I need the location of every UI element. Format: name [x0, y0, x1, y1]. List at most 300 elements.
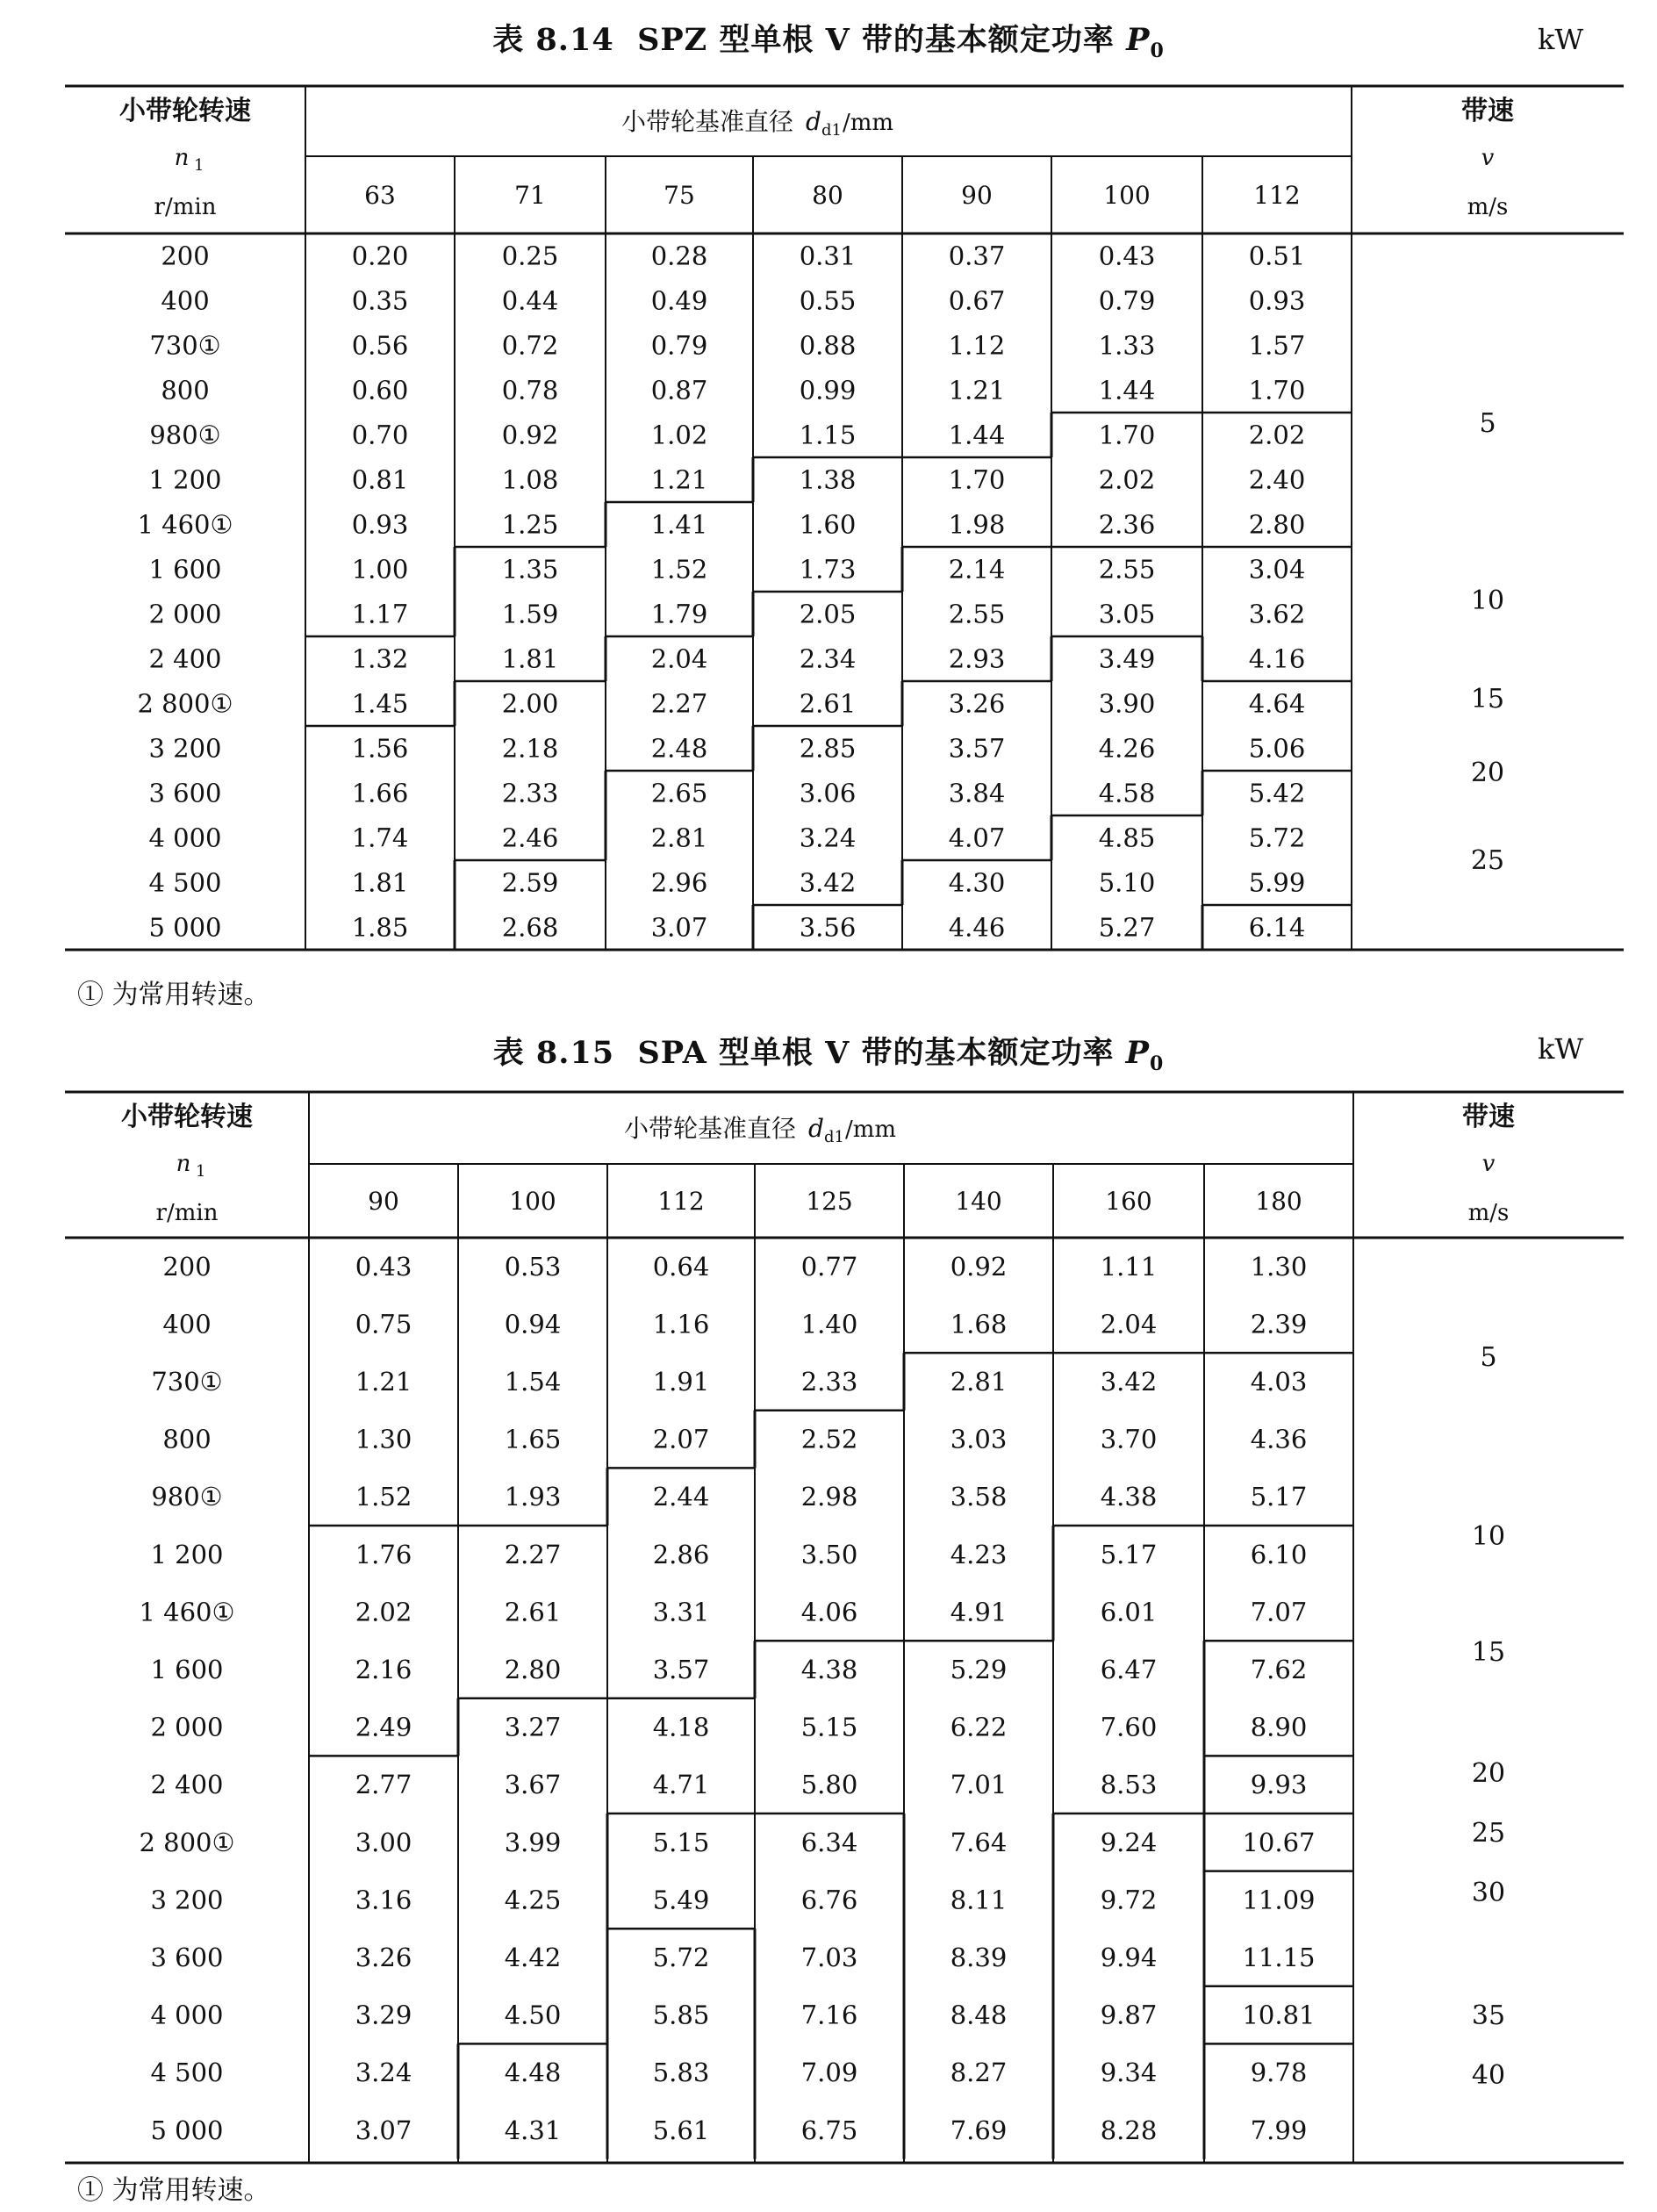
- power-value-cell: 1.25: [501, 509, 559, 540]
- power-value-cell: 5.61: [652, 2115, 710, 2145]
- power-value-cell: 1.40: [800, 1309, 858, 1339]
- power-value-cell: 2.61: [799, 688, 857, 719]
- power-value-cell: 9.87: [1100, 2000, 1158, 2030]
- power-value-cell: 5.06: [1248, 733, 1306, 764]
- power-value-cell: 2.46: [501, 822, 559, 853]
- power-value-cell: 2.80: [504, 1655, 562, 1684]
- power-value-cell: 2.52: [800, 1424, 858, 1454]
- table-number: 表 8.15: [492, 1035, 615, 1071]
- power-value-cell: 2.27: [650, 688, 708, 719]
- power-value-cell: 2.48: [650, 733, 708, 764]
- power-value-cell: 1.98: [948, 509, 1006, 540]
- speed-value: 2 800①: [139, 1827, 235, 1857]
- power-value-cell: 2.33: [501, 778, 559, 808]
- power-value-cell: 1.68: [950, 1309, 1008, 1339]
- power-value-cell: 7.09: [800, 2058, 858, 2088]
- power-value-cell: 1.70: [948, 464, 1006, 495]
- speed-value: 1 600: [150, 1655, 224, 1684]
- power-value-cell: 10.67: [1242, 1827, 1316, 1857]
- power-value-cell: 2.81: [950, 1367, 1008, 1397]
- power-value-cell: 7.99: [1250, 2115, 1308, 2145]
- velocity-symbol: v: [1481, 1151, 1496, 1177]
- power-value-cell: 4.31: [504, 2115, 562, 2145]
- power-value-cell: 8.27: [950, 2058, 1008, 2088]
- speed-value: 1 200: [150, 1539, 224, 1569]
- footnote: ① 为常用转速。: [77, 2175, 270, 2206]
- table-number: 表 8.14: [492, 22, 614, 58]
- power-value-cell: 1.70: [1098, 420, 1156, 450]
- power-value-cell: 3.16: [355, 1885, 412, 1915]
- power-subscript: 0: [1150, 40, 1165, 62]
- power-value-cell: 4.23: [950, 1539, 1008, 1569]
- power-value-cell: 1.33: [1098, 330, 1156, 361]
- power-value-cell: 6.22: [950, 1712, 1008, 1742]
- power-value-cell: 4.91: [950, 1597, 1008, 1627]
- diameter-value: 90: [368, 1187, 399, 1216]
- power-value-cell: 3.62: [1248, 599, 1306, 629]
- power-value-cell: 5.15: [652, 1827, 710, 1857]
- power-value-cell: 1.59: [501, 599, 559, 629]
- speed-value: 3 200: [148, 733, 222, 764]
- power-value-cell: 1.17: [351, 599, 409, 629]
- power-value-cell: 0.51: [1248, 241, 1306, 271]
- power-value-cell: 5.83: [652, 2058, 710, 2088]
- power-value-cell: 5.17: [1250, 1482, 1308, 1512]
- diameter-unit: /mm: [845, 1117, 897, 1143]
- power-table: [0, 1053, 1657, 2194]
- velocity-step-label: 25: [1470, 845, 1505, 876]
- velocity-step-label: 35: [1471, 2000, 1506, 2031]
- power-value-cell: 2.02: [1098, 464, 1156, 495]
- power-value-cell: 7.03: [800, 1943, 858, 1972]
- unit-label: kW: [1538, 1032, 1584, 1066]
- power-value-cell: 0.53: [504, 1251, 562, 1282]
- power-value-cell: 0.49: [650, 285, 708, 316]
- power-value-cell: 4.58: [1098, 778, 1156, 808]
- power-value-cell: 3.04: [1248, 554, 1306, 585]
- power-value-cell: 3.24: [799, 822, 857, 853]
- velocity-symbol: v: [1481, 145, 1495, 171]
- diameter-unit: /mm: [843, 110, 894, 136]
- power-value-cell: 7.69: [950, 2115, 1008, 2145]
- unit-label: kW: [1538, 23, 1584, 56]
- power-value-cell: 2.80: [1248, 509, 1306, 540]
- power-value-cell: 2.44: [652, 1482, 710, 1512]
- power-value-cell: 1.11: [1100, 1251, 1158, 1282]
- diameter-value: 71: [514, 181, 546, 210]
- power-value-cell: 9.94: [1100, 1943, 1158, 1972]
- speed-value: 200: [162, 1251, 212, 1282]
- diameter-subscript: d1: [824, 1128, 844, 1146]
- velocity-header-label: 带速: [1461, 96, 1514, 126]
- power-value-cell: 1.54: [504, 1367, 562, 1397]
- power-value-cell: 3.58: [950, 1482, 1008, 1512]
- power-value-cell: 2.65: [650, 778, 708, 808]
- velocity-header-label: 带速: [1462, 1102, 1515, 1132]
- power-value-cell: 0.88: [799, 330, 857, 361]
- velocity-step-label: 5: [1480, 1342, 1497, 1373]
- power-value-cell: 2.81: [650, 822, 708, 853]
- power-value-cell: 1.60: [799, 509, 857, 540]
- power-value-cell: 1.74: [351, 822, 409, 853]
- power-value-cell: 3.84: [948, 778, 1006, 808]
- velocity-step-label: 20: [1471, 1758, 1506, 1789]
- power-value-cell: 2.18: [501, 733, 559, 764]
- diameter-value: 125: [806, 1187, 853, 1216]
- velocity-step-label: 15: [1471, 1637, 1506, 1668]
- power-value-cell: 2.00: [501, 688, 559, 719]
- power-value-cell: 2.14: [948, 554, 1006, 585]
- speed-value: 2 400: [148, 643, 222, 674]
- power-value-cell: 2.34: [799, 643, 857, 674]
- power-value-cell: 3.57: [652, 1655, 710, 1684]
- speed-value: 1 200: [148, 464, 222, 495]
- power-value-cell: 5.29: [950, 1655, 1008, 1684]
- power-value-cell: 6.14: [1248, 912, 1306, 943]
- velocity-step-label: 20: [1470, 758, 1505, 788]
- diameter-value: 90: [961, 181, 993, 210]
- power-value-cell: 4.07: [948, 822, 1006, 853]
- speed-value: 3 200: [150, 1885, 224, 1915]
- power-value-cell: 1.56: [351, 733, 409, 764]
- power-value-cell: 2.39: [1250, 1309, 1308, 1339]
- power-value-cell: 5.72: [652, 1943, 710, 1972]
- power-value-cell: 7.01: [950, 1770, 1008, 1800]
- power-value-cell: 5.27: [1098, 912, 1156, 943]
- power-value-cell: 5.72: [1248, 822, 1306, 853]
- power-value-cell: 6.47: [1100, 1655, 1158, 1684]
- power-value-cell: 0.37: [948, 241, 1006, 271]
- power-value-cell: 9.93: [1250, 1770, 1308, 1800]
- power-value-cell: 0.70: [351, 420, 409, 450]
- power-value-cell: 4.64: [1248, 688, 1306, 719]
- power-value-cell: 1.30: [355, 1424, 412, 1454]
- speed-value: 1 460①: [137, 509, 233, 540]
- power-value-cell: 2.05: [799, 599, 857, 629]
- power-value-cell: 5.49: [652, 1885, 710, 1915]
- speed-subscript: 1: [196, 1162, 206, 1181]
- power-value-cell: 0.31: [799, 241, 857, 271]
- power-value-cell: 4.06: [800, 1597, 858, 1627]
- power-value-cell: 4.36: [1250, 1424, 1308, 1454]
- power-value-cell: 3.24: [355, 2058, 412, 2088]
- power-value-cell: 0.60: [351, 375, 409, 406]
- power-value-cell: 3.07: [650, 912, 708, 943]
- power-value-cell: 3.90: [1098, 688, 1156, 719]
- power-value-cell: 2.40: [1248, 464, 1306, 495]
- power-value-cell: 3.29: [355, 2000, 412, 2030]
- power-value-cell: 2.93: [948, 643, 1006, 674]
- power-value-cell: 5.10: [1098, 867, 1156, 898]
- power-value-cell: 4.18: [652, 1712, 710, 1742]
- power-value-cell: 1.02: [650, 420, 708, 450]
- power-value-cell: 0.64: [652, 1251, 710, 1282]
- power-value-cell: 7.60: [1100, 1712, 1158, 1742]
- power-value-cell: 8.48: [950, 2000, 1008, 2030]
- power-symbol: P: [1125, 1035, 1150, 1071]
- power-value-cell: 1.12: [948, 330, 1006, 361]
- speed-value: 3 600: [150, 1943, 224, 1972]
- power-value-cell: 6.76: [800, 1885, 858, 1915]
- power-value-cell: 1.16: [652, 1309, 710, 1339]
- power-value-cell: 0.25: [501, 241, 559, 271]
- power-value-cell: 0.93: [1248, 285, 1306, 316]
- power-value-cell: 4.03: [1250, 1367, 1308, 1397]
- power-value-cell: 1.32: [351, 643, 409, 674]
- velocity-step-label: 10: [1470, 585, 1505, 616]
- speed-value: 2 000: [150, 1712, 224, 1742]
- power-value-cell: 2.07: [652, 1424, 710, 1454]
- table-caption: SPA 型单根 V 带的基本额定功率: [637, 1035, 1115, 1071]
- power-value-cell: 0.43: [355, 1251, 412, 1282]
- power-value-cell: 6.75: [800, 2115, 858, 2145]
- speed-value: 800: [161, 375, 210, 406]
- power-value-cell: 1.30: [1250, 1251, 1308, 1282]
- speed-symbol: n: [176, 1151, 191, 1177]
- diameter-subscript: d1: [821, 121, 842, 140]
- power-value-cell: 2.04: [1100, 1309, 1158, 1339]
- power-value-cell: 2.04: [650, 643, 708, 674]
- power-value-cell: 2.68: [501, 912, 559, 943]
- power-value-cell: 7.07: [1250, 1597, 1308, 1627]
- power-value-cell: 1.45: [351, 688, 409, 719]
- power-value-cell: 3.05: [1098, 599, 1156, 629]
- power-subscript: 0: [1149, 1052, 1165, 1075]
- power-value-cell: 1.41: [650, 509, 708, 540]
- power-value-cell: 2.98: [800, 1482, 858, 1512]
- power-value-cell: 3.06: [799, 778, 857, 808]
- power-value-cell: 5.17: [1100, 1539, 1158, 1569]
- diameter-value: 75: [664, 181, 695, 210]
- footnote: ① 为常用转速。: [77, 980, 270, 1010]
- power-value-cell: 2.16: [355, 1655, 412, 1684]
- power-value-cell: 4.48: [504, 2058, 562, 2088]
- power-symbol: P: [1126, 22, 1151, 58]
- power-value-cell: 1.15: [799, 420, 857, 450]
- power-value-cell: 8.53: [1100, 1770, 1158, 1800]
- power-value-cell: 1.44: [1098, 375, 1156, 406]
- speed-header-label: 小带轮转速: [119, 96, 251, 126]
- power-value-cell: 1.21: [355, 1367, 412, 1397]
- speed-value: 4 000: [150, 2000, 224, 2030]
- power-value-cell: 0.72: [501, 330, 559, 361]
- power-value-cell: 0.93: [351, 509, 409, 540]
- power-value-cell: 3.03: [950, 1424, 1008, 1454]
- power-value-cell: 5.42: [1248, 778, 1306, 808]
- power-value-cell: 0.67: [948, 285, 1006, 316]
- power-value-cell: 7.62: [1250, 1655, 1308, 1684]
- velocity-step-label: 15: [1470, 684, 1505, 715]
- power-value-cell: 1.21: [948, 375, 1006, 406]
- speed-value: 4 500: [150, 2058, 224, 2088]
- power-value-cell: 0.79: [1098, 285, 1156, 316]
- power-value-cell: 4.16: [1248, 643, 1306, 674]
- power-value-cell: 3.00: [355, 1827, 412, 1857]
- power-value-cell: 2.55: [948, 599, 1006, 629]
- speed-value: 1 460①: [139, 1597, 235, 1627]
- velocity-step-label: 40: [1471, 2060, 1506, 2091]
- power-value-cell: 3.56: [799, 912, 857, 943]
- speed-value: 4 500: [148, 867, 222, 898]
- power-value-cell: 3.27: [504, 1712, 562, 1742]
- power-value-cell: 4.42: [504, 1943, 562, 1972]
- velocity-step-label: 10: [1471, 1521, 1506, 1552]
- power-value-cell: 8.39: [950, 1943, 1008, 1972]
- power-value-cell: 4.30: [948, 867, 1006, 898]
- power-value-cell: 4.71: [652, 1770, 710, 1800]
- speed-value: 1 600: [148, 554, 222, 585]
- power-value-cell: 3.50: [800, 1539, 858, 1569]
- speed-value: 5 000: [150, 2115, 224, 2145]
- power-value-cell: 2.02: [1248, 420, 1306, 450]
- power-value-cell: 0.92: [950, 1251, 1008, 1282]
- diameter-value: 63: [364, 181, 396, 210]
- diameter-value: 112: [657, 1187, 705, 1216]
- power-value-cell: 0.81: [351, 464, 409, 495]
- diameter-value: 100: [509, 1187, 556, 1216]
- power-value-cell: 11.09: [1242, 1885, 1316, 1915]
- power-value-cell: 1.85: [351, 912, 409, 943]
- power-value-cell: 2.59: [501, 867, 559, 898]
- power-value-cell: 0.92: [501, 420, 559, 450]
- power-value-cell: 2.55: [1098, 554, 1156, 585]
- power-value-cell: 4.25: [504, 1885, 562, 1915]
- diameter-value: 80: [812, 181, 843, 210]
- speed-subscript: 1: [194, 156, 204, 175]
- power-value-cell: 1.65: [504, 1424, 562, 1454]
- power-value-cell: 0.44: [501, 285, 559, 316]
- power-value-cell: 3.57: [948, 733, 1006, 764]
- power-value-cell: 4.85: [1098, 822, 1156, 853]
- power-value-cell: 3.26: [355, 1943, 412, 1972]
- velocity-step-label: 25: [1471, 1818, 1506, 1849]
- speed-symbol: n: [174, 145, 190, 171]
- power-value-cell: 3.49: [1098, 643, 1156, 674]
- power-value-cell: 7.16: [800, 2000, 858, 2030]
- speed-unit: r/min: [155, 1200, 219, 1226]
- speed-value: 730①: [151, 1367, 223, 1397]
- power-value-cell: 1.52: [355, 1482, 412, 1512]
- power-value-cell: 4.38: [800, 1655, 858, 1684]
- power-value-cell: 2.02: [355, 1597, 412, 1627]
- power-value-cell: 8.11: [950, 1885, 1008, 1915]
- power-value-cell: 0.35: [351, 285, 409, 316]
- power-value-cell: 1.76: [355, 1539, 412, 1569]
- power-value-cell: 10.81: [1242, 2000, 1316, 2030]
- power-value-cell: 9.24: [1100, 1827, 1158, 1857]
- diameter-value: 112: [1253, 181, 1301, 210]
- speed-value: 730①: [149, 330, 221, 361]
- power-value-cell: 1.79: [650, 599, 708, 629]
- power-value-cell: 0.87: [650, 375, 708, 406]
- power-value-cell: 2.49: [355, 1712, 412, 1742]
- diameter-header-label: 小带轮基准直径: [620, 107, 793, 136]
- power-value-cell: 1.73: [799, 554, 857, 585]
- power-value-cell: 1.52: [650, 554, 708, 585]
- power-value-cell: 4.50: [504, 2000, 562, 2030]
- power-value-cell: 0.43: [1098, 241, 1156, 271]
- diameter-symbol: d: [806, 107, 821, 136]
- speed-value: 400: [162, 1309, 212, 1339]
- power-value-cell: 5.99: [1248, 867, 1306, 898]
- power-value-cell: 3.42: [799, 867, 857, 898]
- power-value-cell: 9.72: [1100, 1885, 1158, 1915]
- velocity-step-label: 5: [1479, 408, 1496, 439]
- power-value-cell: 3.42: [1100, 1367, 1158, 1397]
- power-value-cell: 1.44: [948, 420, 1006, 450]
- speed-value: 400: [161, 285, 210, 316]
- diameter-value: 160: [1105, 1187, 1152, 1216]
- diameter-value: 140: [955, 1187, 1002, 1216]
- power-value-cell: 1.81: [501, 643, 559, 674]
- speed-value: 3 600: [148, 778, 222, 808]
- power-value-cell: 3.07: [355, 2115, 412, 2145]
- power-value-cell: 5.80: [800, 1770, 858, 1800]
- speed-value: 2 400: [150, 1770, 224, 1800]
- power-value-cell: 2.85: [799, 733, 857, 764]
- power-value-cell: 1.21: [650, 464, 708, 495]
- power-value-cell: 11.15: [1242, 1943, 1316, 1972]
- power-value-cell: 1.08: [501, 464, 559, 495]
- velocity-unit: m/s: [1467, 1200, 1510, 1226]
- power-value-cell: 1.81: [351, 867, 409, 898]
- diameter-symbol: d: [808, 1114, 824, 1143]
- power-value-cell: 6.01: [1100, 1597, 1158, 1627]
- power-value-cell: 1.38: [799, 464, 857, 495]
- power-value-cell: 4.26: [1098, 733, 1156, 764]
- power-value-cell: 0.28: [650, 241, 708, 271]
- power-value-cell: 5.15: [800, 1712, 858, 1742]
- power-value-cell: 9.78: [1250, 2058, 1308, 2088]
- speed-value: 980①: [149, 420, 221, 450]
- speed-value: 4 000: [148, 822, 222, 853]
- power-value-cell: 0.99: [799, 375, 857, 406]
- power-value-cell: 2.36: [1098, 509, 1156, 540]
- table-caption: SPZ 型单根 V 带的基本额定功率: [637, 22, 1115, 58]
- power-value-cell: 1.91: [652, 1367, 710, 1397]
- power-value-cell: 2.61: [504, 1597, 562, 1627]
- power-value-cell: 1.70: [1248, 375, 1306, 406]
- power-value-cell: 8.90: [1250, 1712, 1308, 1742]
- power-value-cell: 2.96: [650, 867, 708, 898]
- speed-header-label: 小带轮转速: [121, 1102, 253, 1132]
- diameter-value: 180: [1255, 1187, 1302, 1216]
- power-value-cell: 0.75: [355, 1309, 412, 1339]
- power-value-cell: 8.28: [1100, 2115, 1158, 2145]
- power-value-cell: 3.70: [1100, 1424, 1158, 1454]
- power-value-cell: 5.85: [652, 2000, 710, 2030]
- power-value-cell: 0.56: [351, 330, 409, 361]
- power-value-cell: 0.78: [501, 375, 559, 406]
- power-value-cell: 9.34: [1100, 2058, 1158, 2088]
- speed-value: 5 000: [148, 912, 222, 943]
- power-value-cell: 2.77: [355, 1770, 412, 1800]
- velocity-unit: m/s: [1467, 194, 1509, 220]
- speed-value: 2 800①: [137, 688, 233, 719]
- diameter-header-label: 小带轮基准直径: [623, 1114, 796, 1143]
- power-value-cell: 1.66: [351, 778, 409, 808]
- speed-value: 800: [162, 1424, 212, 1454]
- power-value-cell: 7.64: [950, 1827, 1008, 1857]
- power-value-cell: 2.27: [504, 1539, 562, 1569]
- power-value-cell: 0.94: [504, 1309, 562, 1339]
- power-value-cell: 0.79: [650, 330, 708, 361]
- speed-value: 2 000: [148, 599, 222, 629]
- power-value-cell: 3.31: [652, 1597, 710, 1627]
- speed-unit: r/min: [154, 194, 217, 220]
- power-value-cell: 3.26: [948, 688, 1006, 719]
- power-value-cell: 3.67: [504, 1770, 562, 1800]
